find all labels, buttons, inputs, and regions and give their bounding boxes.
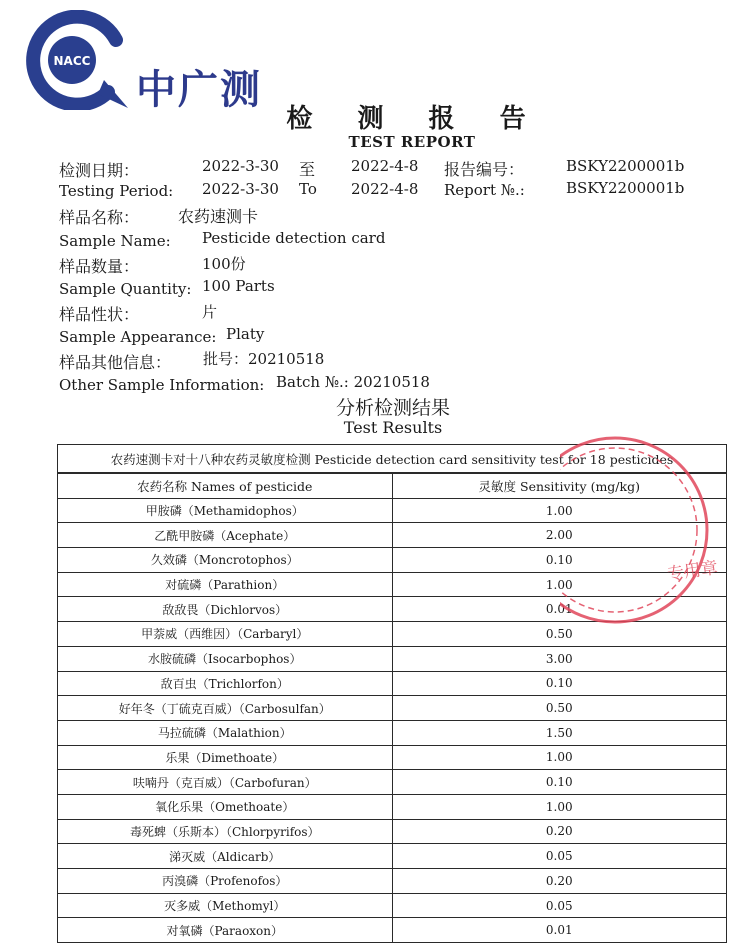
sample-name-label-cn: 样品名称： [59, 208, 140, 227]
table-row [58, 548, 727, 573]
other-info-label-cn: 样品其他信息： [59, 353, 172, 372]
sensitivity-value-cell: 1.00 [392, 498, 727, 523]
table-row [58, 918, 727, 943]
table-row [58, 498, 727, 523]
pesticide-name-cell: 氧化乐果（Omethoate） [58, 794, 393, 819]
sample-name-value-en: Pesticide detection card [202, 229, 386, 247]
sensitivity-value-cell: 0.10 [392, 548, 727, 573]
table-row [58, 893, 727, 918]
sample-quantity-label-cn: 样品数量： [59, 257, 140, 276]
sensitivity-value-cell: 1.00 [392, 794, 727, 819]
sensitivity-value-cell: 0.10 [392, 770, 727, 795]
table-row [58, 819, 727, 844]
nacc-logo-icon [20, 10, 132, 110]
table-row [58, 671, 727, 696]
sample-appearance-label-cn: 样品性状： [59, 305, 140, 324]
report-title-en: TEST REPORT [348, 133, 476, 151]
pesticide-name-cell: 对硫磷（Parathion） [58, 572, 393, 597]
sensitivity-value-cell: 0.05 [392, 893, 727, 918]
report-no-label-cn: 报告编号： [444, 160, 525, 179]
pesticide-name-cell: 久效磷（Moncrotophos） [58, 548, 393, 573]
table-row [58, 523, 727, 548]
results-heading-en: Test Results [343, 418, 443, 437]
testing-period-from-en: 2022-3-30 [202, 180, 279, 198]
sensitivity-value-cell: 0.50 [392, 696, 727, 721]
pesticide-name-cell: 灭多威（Methomyl） [58, 893, 393, 918]
report-title-cn: 检 测 报 告 [286, 104, 544, 134]
logo-wordmark: 中广测 [136, 67, 262, 113]
pesticide-name-cell: 丙溴磷（Profenofos） [58, 869, 393, 894]
pesticide-name-cell: 好年冬（丁硫克百威）（Carbosulfan） [58, 696, 393, 721]
table-row [58, 869, 727, 894]
sensitivity-value-cell: 0.10 [392, 671, 727, 696]
sensitivity-value-cell: 1.50 [392, 720, 727, 745]
pesticide-name-cell: 敌百虫（Trichlorfon） [58, 671, 393, 696]
table-row [58, 572, 727, 597]
pesticide-name-cell: 乐果（Dimethoate） [58, 745, 393, 770]
logo-badge-text: NACC [53, 54, 91, 68]
table-row [58, 844, 727, 869]
sample-appearance-value-en: Platy [226, 325, 265, 343]
sensitivity-value-cell: 1.00 [392, 572, 727, 597]
sample-name-value-cn: 农药速测卡 [178, 207, 259, 226]
sensitivity-value-cell: 0.05 [392, 844, 727, 869]
stamp-text: 专用章 [665, 558, 720, 585]
table-row [58, 622, 727, 647]
testing-period-to-cn: 至 [299, 160, 316, 179]
sensitivity-value-cell: 1.00 [392, 745, 727, 770]
pesticide-name-cell: 水胺硫磷（Isocarbophos） [58, 646, 393, 671]
sensitivity-value-cell: 2.00 [392, 523, 727, 548]
results-table [57, 444, 727, 943]
sample-quantity-value-en: 100 Parts [202, 277, 275, 295]
sensitivity-value-cell: 0.20 [392, 869, 727, 894]
sensitivity-value-cell: 0.50 [392, 622, 727, 647]
table-caption-row [58, 445, 727, 474]
sample-name-label-en: Sample Name: [59, 232, 171, 250]
table-row [58, 770, 727, 795]
pesticide-name-cell: 呋喃丹（克百威）（Carbofuran） [58, 770, 393, 795]
sample-quantity-value-cn: 100份 [202, 255, 246, 273]
testing-period-label-en: Testing Period: [59, 182, 174, 200]
sensitivity-value-cell: 0.20 [392, 819, 727, 844]
sample-appearance-label-en: Sample Appearance: [59, 328, 217, 346]
sensitivity-value-cell: 0.01 [392, 597, 727, 622]
pesticide-name-cell: 马拉硫磷（Malathion） [58, 720, 393, 745]
other-info-value-cn: 批号：20210518 [203, 350, 325, 368]
testing-period-end-cn: 2022-4-8 [351, 157, 419, 175]
pesticide-name-cell: 毒死蜱（乐斯本）（Chlorpyrifos） [58, 819, 393, 844]
pesticide-name-cell: 对氧磷（Paraoxon） [58, 918, 393, 943]
column-header-pesticide: 农药名称 Names of pesticide [58, 473, 393, 498]
sensitivity-value-cell: 3.00 [392, 646, 727, 671]
report-no-label-en: Report №.: [444, 181, 525, 199]
column-header-sensitivity: 灵敏度 Sensitivity (mg/kg) [392, 473, 727, 498]
pesticide-name-cell: 甲胺磷（Methamidophos） [58, 498, 393, 523]
table-header-row [58, 473, 727, 498]
testing-period-end-en: 2022-4-8 [351, 180, 419, 198]
other-info-value-en: Batch №.: 20210518 [276, 373, 430, 391]
testing-period-from-cn: 2022-3-30 [202, 157, 279, 175]
table-caption: 农药速测卡对十八种农药灵敏度检测 Pesticide detection card sensitivity test for 18 pesticides [58, 445, 727, 474]
sensitivity-value-cell: 0.01 [392, 918, 727, 943]
pesticide-name-cell: 甲萘威（西维因）（Carbaryl） [58, 622, 393, 647]
table-row [58, 794, 727, 819]
pesticide-name-cell: 涕灭威（Aldicarb） [58, 844, 393, 869]
table-row [58, 720, 727, 745]
sample-quantity-label-en: Sample Quantity: [59, 280, 192, 298]
table-row [58, 745, 727, 770]
report-no-value-en: BSKY2200001b [566, 179, 685, 197]
sample-appearance-value-cn: 片 [202, 303, 218, 321]
table-row [58, 646, 727, 671]
results-heading-cn: 分析检测结果 [335, 397, 450, 419]
other-info-label-en: Other Sample Information: [59, 376, 265, 394]
pesticide-name-cell: 乙酰甲胺磷（Acephate） [58, 523, 393, 548]
testing-period-to-en: To [299, 180, 317, 198]
report-no-value: BSKY2200001b [566, 157, 685, 175]
testing-period-label-cn: 检测日期： [59, 161, 140, 180]
pesticide-name-cell: 敌敌畏（Dichlorvos） [58, 597, 393, 622]
table-row [58, 696, 727, 721]
table-row [58, 597, 727, 622]
